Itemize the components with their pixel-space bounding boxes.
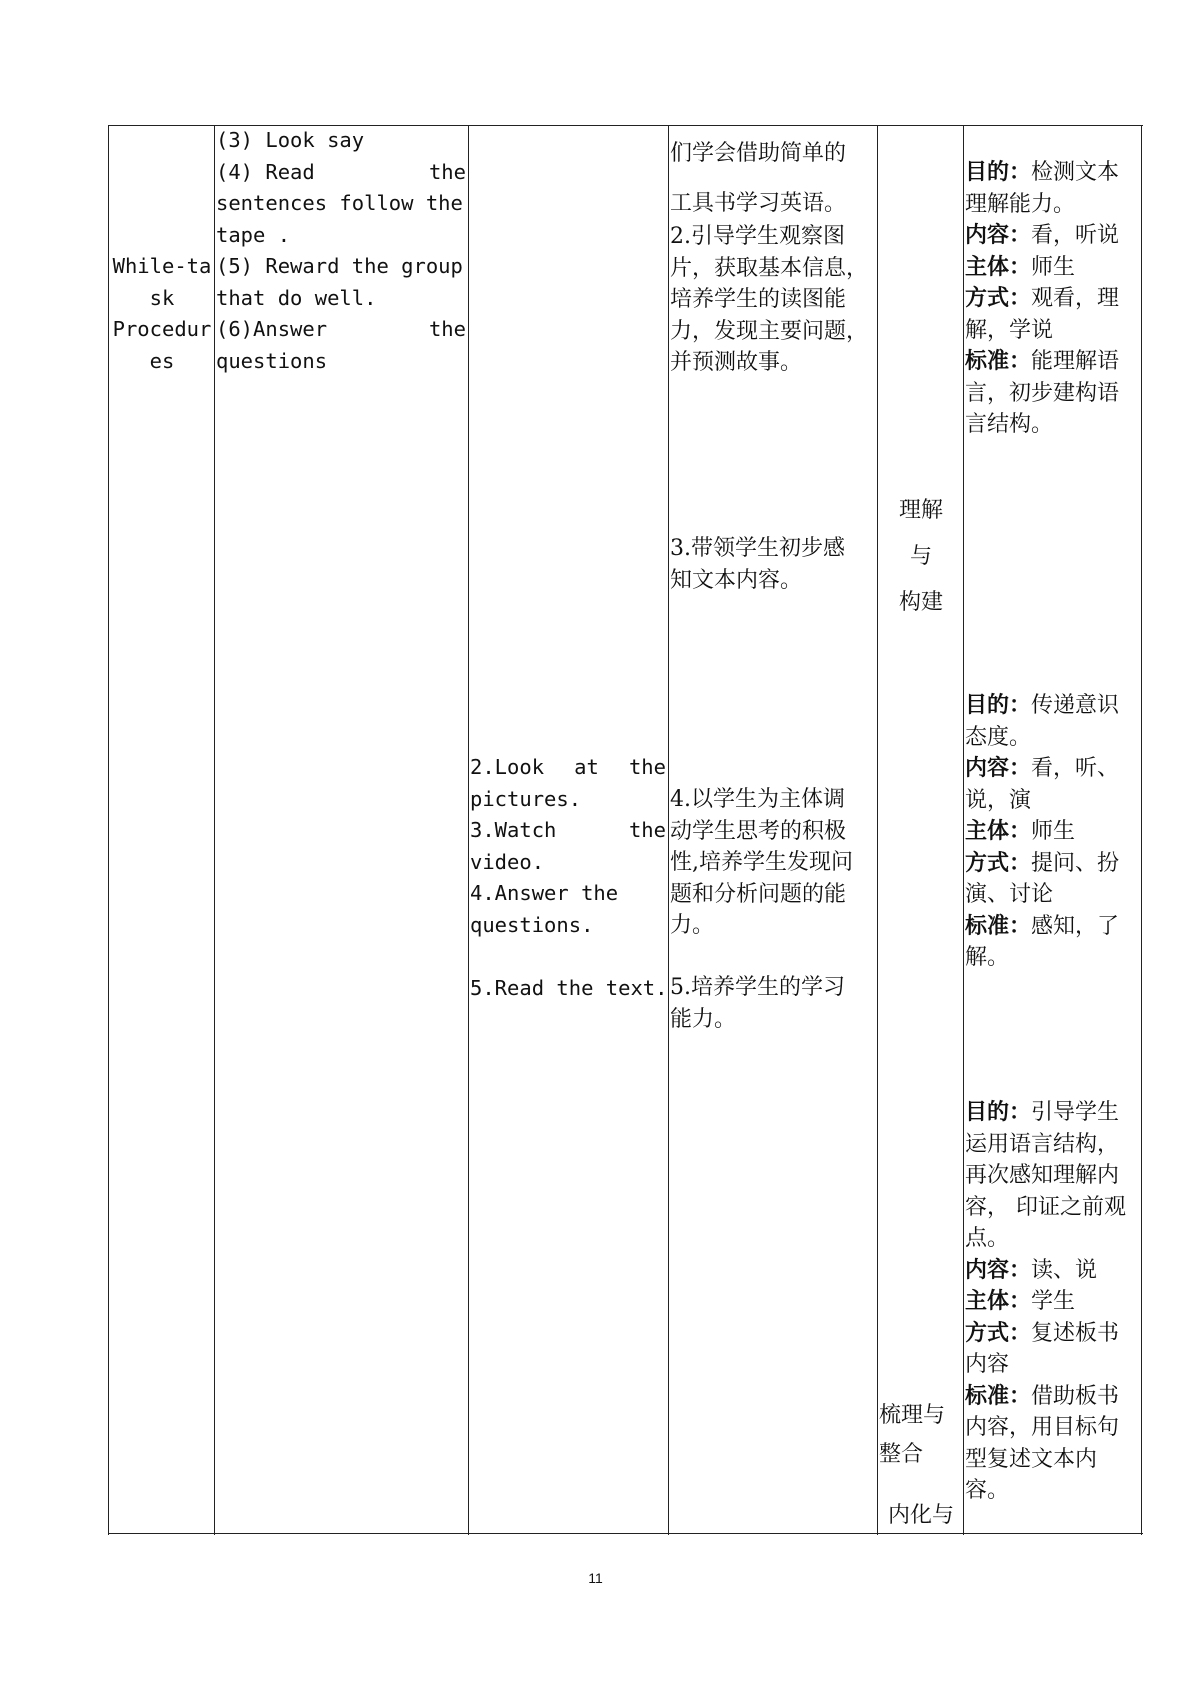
eval-line: 容， 印证之前观 [965, 1194, 1126, 1220]
column-divider-2 [468, 125, 469, 1535]
procedure-line: (5) Reward the group [216, 254, 463, 278]
intent-paragraph-2 [670, 221, 875, 379]
eval-line: 理解能力。 [965, 191, 1076, 217]
intent-line: 5.培养学生的学习 [670, 975, 845, 1000]
eval-line: 内容：读、说 [965, 1256, 1098, 1283]
stage-organize-integrate [879, 1396, 963, 1474]
stage-internalize: 内化与 [887, 1503, 954, 1528]
eval-line: 方式：提问、扮 [965, 849, 1120, 876]
intent-line: 4.以学生为主体调 [670, 787, 845, 812]
evaluation-block-2 [965, 690, 1141, 974]
column-divider-4 [877, 125, 878, 1535]
eval-line: 内容 [965, 1352, 1010, 1377]
intent-line: 3.带领学生初步感 [670, 536, 845, 561]
procedure-line: (6)Answer the [216, 317, 466, 341]
stage-understand-construct [879, 488, 963, 626]
eval-line: 言结构。 [965, 412, 1054, 437]
intent-paragraph-4 [670, 784, 875, 942]
intent-line: 2.引导学生观察图 [670, 224, 845, 249]
intent-paragraph-1 [670, 129, 875, 229]
table-border-left [108, 125, 109, 1535]
eval-line: 点。 [965, 1226, 1010, 1251]
eval-line: 运用语言结构， [965, 1131, 1120, 1157]
activity-line: 3.Watch the [470, 818, 666, 842]
intent-line: 们学会借助简单的 [670, 141, 847, 166]
intent-line: 并预测故事。 [670, 350, 803, 375]
procedure-line: (4) Read the [216, 159, 466, 184]
procedure-cell [216, 125, 466, 377]
eval-line: 容。 [965, 1478, 1010, 1503]
column-divider-1 [214, 125, 215, 1535]
stage-label-line: Procedur [112, 317, 212, 341]
eval-line: 型复述文本内 [965, 1446, 1098, 1472]
eval-line: 主体：师生 [965, 818, 1076, 844]
evaluation-block-1 [965, 157, 1141, 441]
table-border-right [1141, 125, 1142, 1535]
page-number: 11 [588, 1570, 603, 1586]
stage-line: 构建 [898, 590, 943, 615]
procedure-line: sentences follow the [216, 191, 463, 215]
column-divider-3 [668, 125, 669, 1535]
intent-line: 片，获取基本信息， [670, 255, 869, 281]
eval-line: 目的：检测文本 [965, 159, 1120, 185]
stage-line: 理解 [898, 498, 943, 523]
intent-line: 性,培养学生发现问 [670, 850, 853, 875]
eval-line: 说，演 [965, 787, 1032, 813]
intent-line: 工具书学习英语。 [670, 191, 847, 216]
procedure-line: questions [216, 348, 328, 373]
eval-line: 内容，用目标句 [965, 1415, 1120, 1440]
eval-line: 方式：观看，理 [965, 285, 1120, 311]
eval-line: 标准：借助板书 [965, 1382, 1120, 1409]
activity-line: pictures. [470, 786, 582, 811]
stage-label-cell [110, 251, 214, 377]
eval-line: 解，学说 [965, 317, 1054, 343]
eval-line: 再次感知理解内 [965, 1163, 1120, 1188]
intent-paragraph-5 [670, 972, 875, 1035]
procedure-line: (3) Look say [216, 128, 365, 152]
stage-label-line: sk [149, 285, 175, 310]
procedure-line: that do well. [216, 285, 377, 310]
eval-line: 演、讨论 [965, 882, 1054, 907]
intent-line: 力，发现主要问题， [670, 318, 869, 344]
evaluation-block-3 [965, 1097, 1141, 1507]
column-divider-5 [963, 125, 964, 1535]
eval-line: 主体：学生 [965, 1288, 1076, 1314]
eval-line: 内容：看，听说 [965, 222, 1120, 248]
eval-line: 主体：师生 [965, 253, 1076, 280]
eval-line: 标准：感知，了 [965, 912, 1120, 939]
table-bottom-border [108, 1533, 1143, 1534]
eval-line: 解。 [965, 945, 1010, 970]
activity-line: 2.Look at the [470, 755, 666, 779]
lesson-plan-table [108, 125, 1143, 1535]
stage-label-line: es [149, 348, 175, 373]
eval-line: 态度。 [965, 724, 1032, 750]
eval-line: 目的：引导学生 [965, 1099, 1120, 1125]
eval-line: 标准：能理解语 [965, 348, 1120, 374]
intent-line: 能力。 [670, 1006, 737, 1032]
eval-line: 言，初步建构语 [965, 380, 1120, 406]
stage-line: 梳理与 [879, 1403, 946, 1428]
activity-line: 4.Answer the [470, 881, 619, 905]
activity-line: 5.Read the text. [470, 975, 668, 1000]
activity-line: questions. [470, 912, 594, 937]
procedure-line: tape . [216, 222, 291, 247]
stage-line: 整合 [879, 1442, 924, 1467]
student-activity-cell [470, 752, 666, 1004]
stage-label-line: While-ta [112, 254, 212, 278]
intent-line: 力。 [670, 913, 715, 938]
intent-line: 知文本内容。 [670, 567, 803, 593]
activity-line: video. [470, 849, 545, 874]
eval-line: 目的：传递意识 [965, 692, 1120, 718]
intent-paragraph-3 [670, 533, 875, 596]
eval-line: 内容：看，听、 [965, 755, 1120, 781]
intent-line: 培养学生的读图能 [670, 287, 847, 312]
stage-line: 与 [909, 544, 932, 569]
eval-line: 方式：复述板书 [965, 1319, 1120, 1346]
intent-line: 动学生思考的积极 [670, 818, 847, 844]
intent-line: 题和分析问题的能 [670, 881, 847, 907]
